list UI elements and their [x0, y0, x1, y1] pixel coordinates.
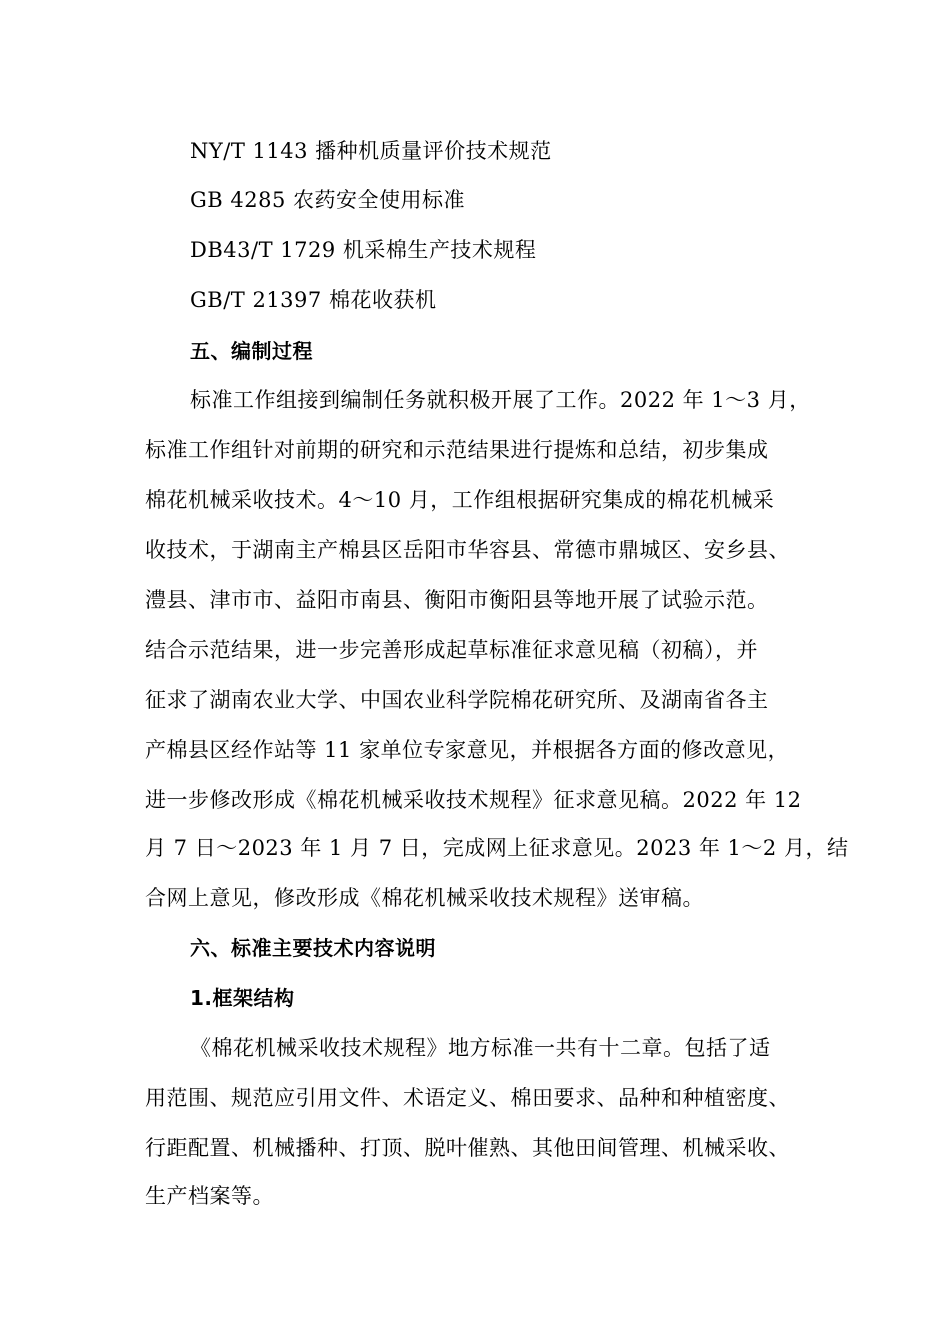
subsection-heading: 1.框架结构 — [190, 986, 295, 1010]
section-heading: 六、标准主要技术内容说明 — [190, 936, 436, 960]
reference-line: DB43/T 1729 机采棉生产技术规程 — [190, 238, 537, 262]
paragraph-line: 澧县、津市市、益阳市南县、衡阳市衡阳县等地开展了试验示范。 — [145, 588, 769, 612]
reference-line: GB 4285 农药安全使用标准 — [190, 188, 466, 212]
paragraph-line: 行距配置、机械播种、打顶、脱叶催熟、其他田间管理、机械采收、 — [145, 1136, 790, 1160]
paragraph-line: 收技术，于湖南主产棉县区岳阳市华容县、常德市鼎城区、安乡县、 — [145, 538, 790, 562]
paragraph-line: 标准工作组接到编制任务就积极开展了工作。2022 年 1～3 月， — [190, 388, 811, 412]
paragraph-line: 进一步修改形成《棉花机械采收技术规程》征求意见稿。2022 年 12 — [145, 788, 802, 812]
paragraph-line: 《棉花机械采收技术规程》地方标准一共有十二章。包括了适 — [190, 1036, 771, 1060]
paragraph-line: 棉花机械采收技术。4～10 月，工作组根据研究集成的棉花机械采 — [145, 488, 775, 512]
reference-line: NY/T 1143 播种机质量评价技术规范 — [190, 139, 552, 163]
section-heading: 五、编制过程 — [190, 339, 313, 363]
paragraph-line: 月 7 日～2023 年 1 月 7 日，完成网上征求意见。2023 年 1～2 月，结 — [145, 836, 849, 860]
paragraph-line: 生产档案等。 — [145, 1184, 274, 1208]
reference-line: GB/T 21397 棉花收获机 — [190, 288, 437, 312]
paragraph-line: 结合示范结果，进一步完善形成起草标准征求意见稿（初稿），并 — [145, 638, 758, 662]
paragraph-line: 产棉县区经作站等 11 家单位专家意见，并根据各方面的修改意见， — [145, 738, 790, 762]
paragraph-line: 征求了湖南农业大学、中国农业科学院棉花研究所、及湖南省各主 — [145, 688, 769, 712]
paragraph-line: 用范围、规范应引用文件、术语定义、棉田要求、品种和种植密度、 — [145, 1086, 790, 1110]
paragraph-line: 标准工作组针对前期的研究和示范结果进行提炼和总结，初步集成 — [145, 438, 769, 462]
paragraph-line: 合网上意见，修改形成《棉花机械采收技术规程》送审稿。 — [145, 886, 704, 910]
